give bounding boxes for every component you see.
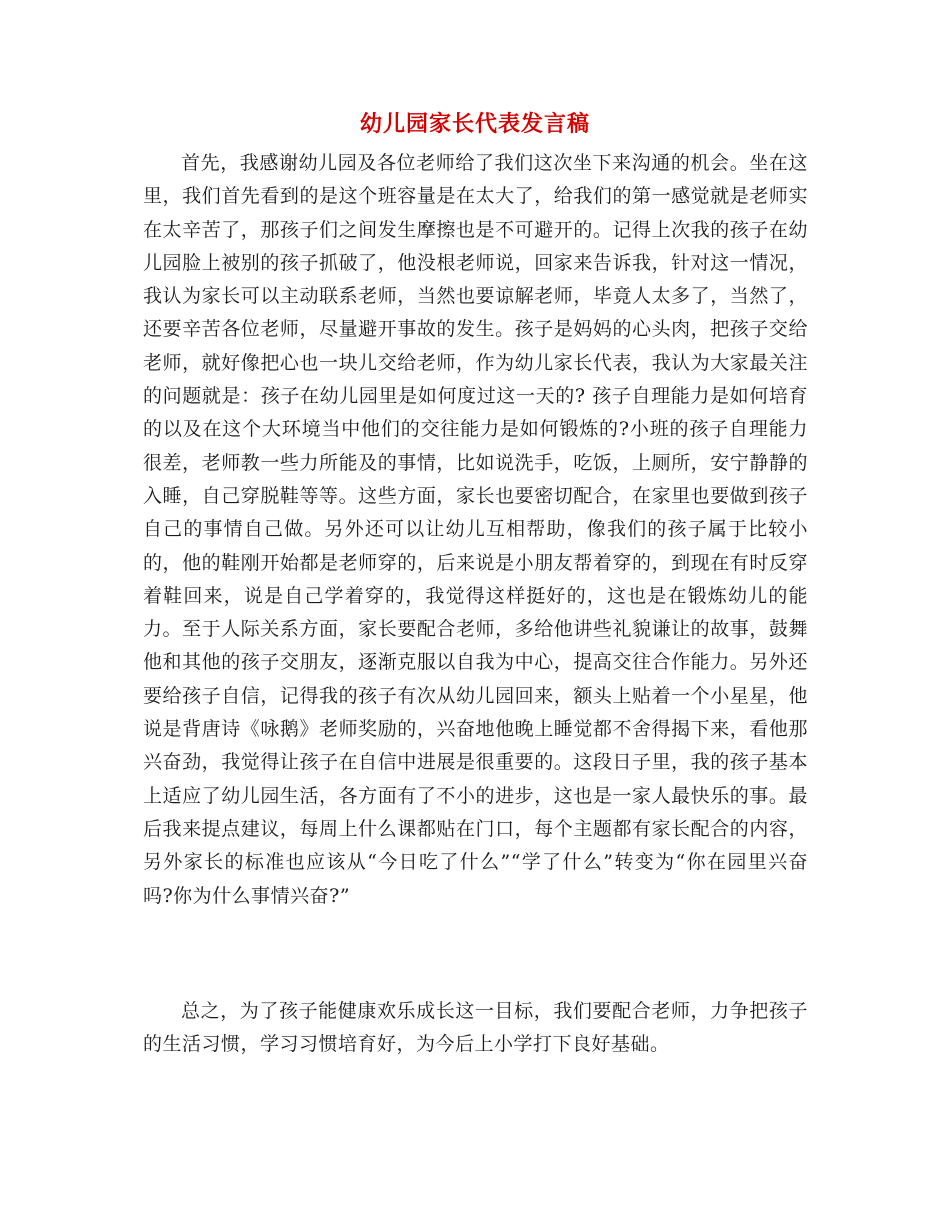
body-paragraph: 总之，为了孩子能健康欢乐成长这一目标，我们要配合老师，力争把孩子的生活习惯，学习习惯培育好，为今后上小学打下良好基础。 bbox=[143, 1000, 808, 1056]
body-paragraph: 首先，我感谢幼儿园及各位老师给了我们这次坐下来沟通的机会。坐在这里，我们首先看到的是这个班容量是在太大了，给我们的第一感觉就是老师实在太辛苦了，那孩子们之间发生摩擦也是不可避开的。记得上次我的孩子在幼儿园脸上被别的孩子抓破了，他没根老师说，回家来告诉我，针对这一情况，我认为家长可以主动联系老师，当然也要谅解老师，毕竟人太多了，当然了，还要辛苦各位老师，尽量避开事故的发生。孩子是妈妈的心头肉，把孩子交给老师，就好像把心也一块儿交给老师，作为幼儿家长代表，我认为大家最关注的问题就是：孩子在幼儿园里是如何度过这一天的? 孩子自理能力是如何培育的以及在这个大环境当中他们的交往能力是如何锻炼的?小班的孩子自理能力很差，老师教一些力所能及的事情，比如说洗手，吃饭，上厕所，安宁静静的入睡，自己穿脱鞋等等。这些方面，家长也要密切配合，在家里也要做到孩子自己的事情自己做。另外还可以让幼儿互相帮助，像我们的孩子属于比较小的，他的鞋刚开始都是老师穿的，后来说是小朋友帮着穿的，到现在有时反穿着鞋回来，说是自己学着穿的，我觉得这样挺好的，这也是在锻炼幼儿的能力。至于人际关系方面，家长要配合老师，多给他讲些礼貌谦让的故事，鼓舞他和其他的孩子交朋友，逐渐克服以自我为中心，提高交往合作能力。另外还要给孩子自信，记得我的孩子有次从幼儿园回来，额头上贴着一个小星星，他说是背唐诗《咏鹅》老师奖励的，兴奋地他晚上睡觉都不舍得揭下来，看他那兴奋劲，我觉得让孩子在自信中进展是很重要的。这段日子里，我的孩子基本上适应了幼儿园生活，各方面有了不小的进步，这也是一家人最快乐的事。最后我来提点建议，每周上什么课都贴在门口，每个主题都有家长配合的内容，另外家长的标准也应该从“今日吃了什么”“学了什么”转变为“你在园里兴奋吗?你为什么事情兴奋?” bbox=[143, 152, 808, 907]
document-title: 幼儿园家长代表发言稿 bbox=[359, 111, 590, 137]
